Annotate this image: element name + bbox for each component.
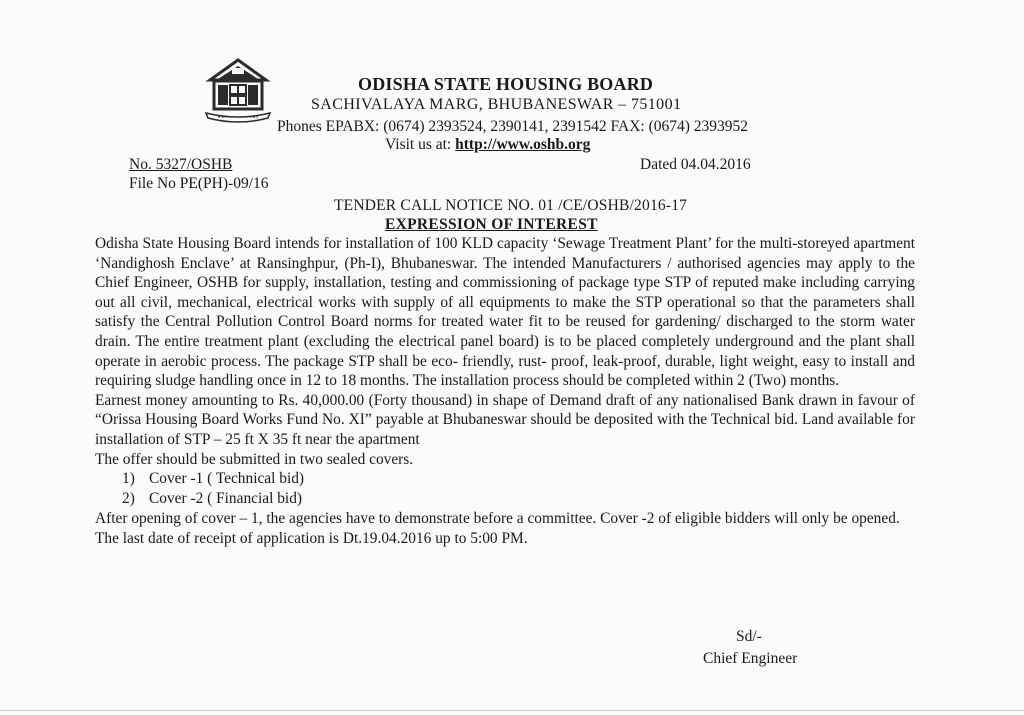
notice-title: EXPRESSION OF INTEREST (385, 216, 598, 233)
organization-name: ODISHA STATE HOUSING BOARD (358, 74, 654, 94)
oshb-emblem-icon (204, 58, 272, 124)
website-link[interactable]: http://www.oshb.org (455, 136, 591, 153)
list-item-number: 1) (122, 470, 135, 488)
paragraph-scope: Odisha State Housing Board intends for installation of 100 KLD capacity ‘Sewage Treatment Plant’ for the multi-storeyed apartment ‘Nandighosh Enclave’ at Ransinghpur, (Ph-I), Bhubaneswar. The intended Manufacturers / authorised agencies may apply to the Chief Engineer, OSHB for supply, installation, testing and commissioning of package type STP of reputed make including carrying out all civil, mechanical, electrical works with supply of all equipments to make the STP operational so that the parameters shall satisfy the Central Pollution Control Board norms for treated water fit to be reused for gardening/ discharged to the storm water drain. The entire treatment plant (excluding the electrical panel board) is to be placed completely underground and the plant shall operate in aerobic process. The package STP shall be eco- friendly, rust- proof, leak-proof, durable, light weight, easy to install and requiring sludge handling once in 12 to 18 months. The installation process should be completed within 2 (Two) months. (95, 235, 915, 390)
notice-body (95, 234, 915, 548)
list-item (95, 469, 915, 489)
organization-address: SACHIVALAYA MARG, BHUBANESWAR – 751001 (311, 96, 682, 113)
cover-list (95, 469, 915, 509)
contact-phones: Phones EPABX: (0674) 2393524, 2390141, 2391542 FAX: (0674) 2393952 (277, 118, 749, 135)
reference-number: No. 5327/OSHB (129, 156, 233, 173)
list-item-text: Cover -1 ( Technical bid) (149, 470, 305, 488)
list-item (95, 489, 915, 509)
tender-call-number: TENDER CALL NOTICE NO. 01 /CE/OSHB/2016-17 (334, 197, 688, 214)
website-line (385, 136, 590, 154)
paragraph-deadline: The last date of receipt of application is Dt.19.04.2016 up to 5:00 PM. (95, 529, 528, 547)
paragraph-earnest-money: Earnest money amounting to Rs. 40,000.00 (Forty thousand) in shape of Demand draft of any nationalised Bank drawn in favour of “Orissa Housing Board Works Fund No. XI” payable at Bhubaneswar should be deposited with the Technical bid. Land available for installation of STP – 25 ft X 35 ft near the apartment (95, 391, 915, 448)
paragraph-submission: The offer should be submitted in two sealed covers. (95, 450, 414, 468)
signature-mark: Sd/- (736, 628, 762, 645)
signatory-designation: Chief Engineer (703, 650, 798, 667)
file-number: File No PE(PH)-09/16 (129, 175, 269, 192)
paragraph-evaluation: After opening of cover – 1, the agencies have to demonstrate before a committee. Cover -2 of eligible bidders will only be opened. (95, 510, 900, 528)
list-item-number: 2) (122, 490, 135, 508)
page-edge-divider (0, 710, 1024, 711)
list-item-text: Cover -2 ( Financial bid) (149, 490, 303, 508)
notice-date: Dated 04.04.2016 (640, 156, 751, 173)
website-label: Visit us at: (385, 136, 456, 153)
